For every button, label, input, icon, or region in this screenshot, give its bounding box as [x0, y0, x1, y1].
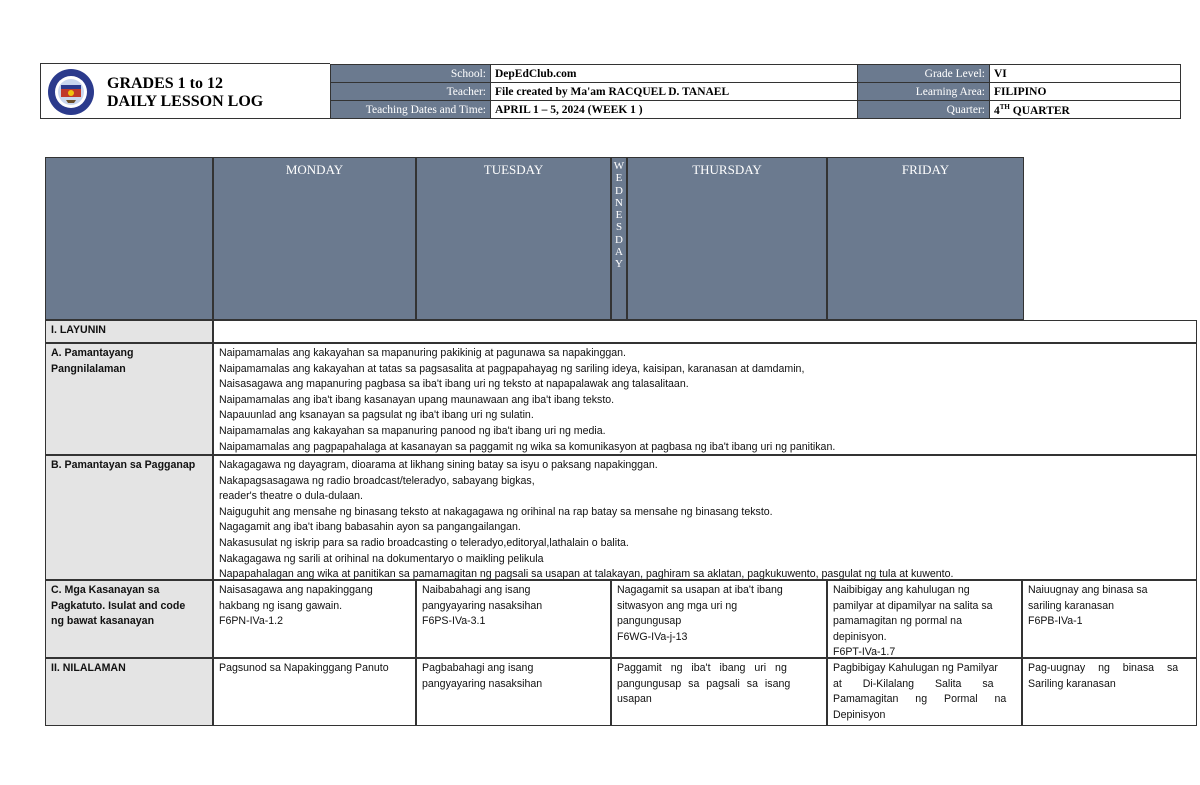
nilalaman-wednesday	[611, 658, 827, 726]
wednesday-letter: W	[613, 160, 625, 172]
label-line: A. Pamantayang	[51, 347, 134, 359]
content-line: Nagagamit ang iba't ibang babasahin ayon sa pangangailangan.	[219, 521, 521, 534]
content-line: pangungusap	[617, 615, 682, 628]
content-line: Nakapagsasagawa ng radio broadcast/teleradyo, sabayang bigkas,	[219, 474, 535, 487]
content-line: Nakagagawa ng sarili at orihinal na dokumentaryo o maikling pelikula	[219, 552, 544, 565]
content-line: hakbang ng isang gawain.	[219, 599, 343, 612]
title-line-1: GRADES 1 to 12	[107, 75, 224, 92]
wednesday-letter: E	[615, 209, 623, 222]
content-line: Naipamamalas ang pagpapahalaga at kasanayan sa paggamit ng wika sa komunikasyon at pagbasa ng iba't ibang uri ng panitikan.	[219, 440, 836, 453]
pamantayan-sa-pagganap-label: B. Pamantayan sa Pagganap	[45, 455, 213, 580]
wednesday-letter: S	[615, 221, 623, 234]
wednesday-letter: A	[615, 246, 623, 259]
row-layunin	[45, 320, 1197, 343]
wednesday-letter: E	[615, 172, 623, 185]
grade-level-value: VI	[990, 65, 1181, 83]
content-line: Napauunlad ang ksanayan sa pagsulat ng iba't ibang uri ng sulatin.	[219, 409, 534, 422]
grade-level-label: Grade Level:	[858, 65, 990, 83]
content-line: Pagbibigay Kahulugan ng Pamilyar	[833, 662, 998, 674]
kasanayan-thursday	[827, 580, 1022, 658]
content-line: Naipamamalas ang kakayahan sa mapanuring pakikinig at pagunawa sa napakinggan.	[219, 347, 626, 359]
content-line: sitwasyon ang mga uri ng	[617, 599, 738, 612]
content-line: sariling karanasan	[1028, 599, 1114, 612]
content-line: Sariling karanasan	[1028, 677, 1116, 690]
content-line: Naipamamalas ang kakayahan at tatas sa pagsasalita at pagpapahayag ng sariling ideya, kaisipan, karanasan at damdamin,	[219, 362, 805, 375]
title-line-2: DAILY LESSON LOG	[107, 93, 264, 110]
content-line: Paggamit ng iba't ibang uri ng	[617, 662, 787, 674]
content-line: Napapahalagan ang wika at panitikan sa pamamagitan ng pagsali sa usapan at talakayan, paghiram sa aklatan, pagkukuwento, pasgulat ng tula at kuwento.	[219, 568, 954, 580]
nilalaman-label: II. NILALAMAN	[45, 658, 213, 726]
content-line: pangyayaring nasaksihan	[422, 677, 543, 690]
nilalaman-friday	[1022, 658, 1197, 726]
content-line: Pagbabahagi ang isang	[422, 662, 534, 674]
learning-area-label: Learning Area:	[858, 83, 990, 101]
nilalaman-monday	[213, 658, 416, 726]
content-line: Naisasagawa ang napakinggang	[219, 584, 373, 596]
kasanayan-friday	[1022, 580, 1197, 658]
competency-code: F6PS-IVa-3.1	[422, 615, 486, 628]
content-line: Naipamamalas ang iba't ibang kasanayan upang maunawaan ang iba't ibang teksto.	[219, 393, 615, 406]
layunin-label: I. LAYUNIN	[45, 320, 213, 343]
day-header-monday: MONDAY	[213, 157, 416, 320]
label-line: C. Mga Kasanayan sa	[51, 584, 160, 596]
pamantayan-sa-pagganap-content	[213, 455, 1197, 580]
content-line: Pagsunod sa Napakinggang Panuto	[219, 662, 389, 674]
content-line: Naipamamalas ang kakayahan sa mapanuring panood ng iba't ibang uri ng media.	[219, 424, 606, 437]
day-header-wednesday	[611, 157, 627, 320]
teacher-label: Teacher:	[331, 83, 491, 101]
pamantayang-pangnilalaman-content	[213, 343, 1197, 455]
competency-code: F6PN-IVa-1.2	[219, 615, 283, 628]
pamantayang-pangnilalaman-label	[45, 343, 213, 455]
row-pamantayan-sa-pagganap	[45, 455, 1197, 580]
content-line: pamilyar at dipamilyar na salita sa	[833, 599, 993, 612]
content-line: reader's theatre o dula-dulaan.	[219, 490, 363, 503]
header-title-block	[40, 63, 330, 119]
content-line: Nakasusulat ng iskrip para sa radio broadcasting o teleradyo,editoryal,lathalain o balita.	[219, 536, 629, 549]
row-pamantayang-pangnilalaman	[45, 343, 1197, 455]
content-line: Naiguguhit ang mensahe ng binasang teksto at nakagagawa ng orihinal na rap batay sa mensahe ng binasang teksto.	[219, 505, 773, 518]
content-line: pangyayaring nasaksihan	[422, 599, 543, 612]
header-title	[107, 75, 263, 111]
wednesday-letter: D	[615, 233, 623, 246]
mga-kasanayan-label	[45, 580, 213, 658]
deped-seal-icon	[47, 68, 95, 116]
content-line: depinisyon.	[833, 630, 887, 643]
quarter-value: 4TH QUARTER	[990, 101, 1181, 119]
content-line: Nagagamit sa usapan at iba't ibang	[617, 584, 783, 596]
lesson-log-header	[40, 63, 1180, 119]
teaching-dates-value: APRIL 1 – 5, 2024 (WEEK 1 )	[491, 101, 858, 119]
day-header-friday: FRIDAY	[827, 157, 1024, 320]
content-line: Naisasagawa ang mapanuring pagbasa sa iba't ibang uri ng teksto at napapalawak ang talasalitaan.	[219, 378, 689, 391]
content-line: at Di-Kilalang Salita sa	[833, 677, 994, 690]
content-line: Pag-uugnay ng binasa sa	[1028, 662, 1179, 674]
school-value: DepEdClub.com	[491, 65, 858, 83]
label-line: ng bawat kasanayan	[51, 615, 155, 628]
content-line: pangungusap sa pagsali sa isang	[617, 677, 791, 690]
wednesday-letter: Y	[615, 258, 623, 271]
wednesday-letter: N	[615, 196, 623, 209]
school-label: School:	[331, 65, 491, 83]
content-line: Naiuugnay ang binasa sa	[1028, 584, 1148, 596]
day-header-blank	[45, 157, 213, 320]
competency-code: F6WG-IVa-j-13	[617, 630, 688, 643]
content-line: Naibabahagi ang isang	[422, 584, 531, 596]
kasanayan-monday	[213, 580, 416, 658]
kasanayan-tuesday	[416, 580, 611, 658]
content-line: Depinisyon	[833, 708, 886, 721]
learning-area-value: FILIPINO	[990, 83, 1181, 101]
content-line: usapan	[617, 693, 652, 706]
content-line: Naibibigay ang kahulugan ng	[833, 584, 970, 596]
nilalaman-tuesday	[416, 658, 611, 726]
nilalaman-thursday	[827, 658, 1022, 726]
content-line: pamamagitan ng pormal na	[833, 615, 962, 628]
label-line: Pagkatuto. Isulat and code	[51, 599, 186, 612]
header-info-table	[330, 64, 1181, 119]
competency-code: F6PT-IVa-1.7	[833, 646, 896, 658]
wednesday-letter: D	[615, 184, 623, 197]
row-nilalaman	[45, 658, 1197, 726]
day-header-tuesday: TUESDAY	[416, 157, 611, 320]
teaching-dates-label: Teaching Dates and Time:	[331, 101, 491, 119]
day-header-thursday: THURSDAY	[627, 157, 827, 320]
layunin-content	[213, 320, 1197, 343]
kasanayan-wednesday	[611, 580, 827, 658]
label-line: Pangnilalaman	[51, 362, 126, 375]
competency-code: F6PB-IVa-1	[1028, 615, 1083, 628]
content-line: Nakagagawa ng dayagram, dioarama at likhang sining batay sa isyu o paksang napakinggan.	[219, 459, 658, 471]
row-mga-kasanayan	[45, 580, 1197, 658]
teacher-value: File created by Ma'am RACQUEL D. TANAEL	[491, 83, 858, 101]
content-line: Pamamagitan ng Pormal na	[833, 693, 1007, 706]
quarter-label: Quarter:	[858, 101, 990, 119]
